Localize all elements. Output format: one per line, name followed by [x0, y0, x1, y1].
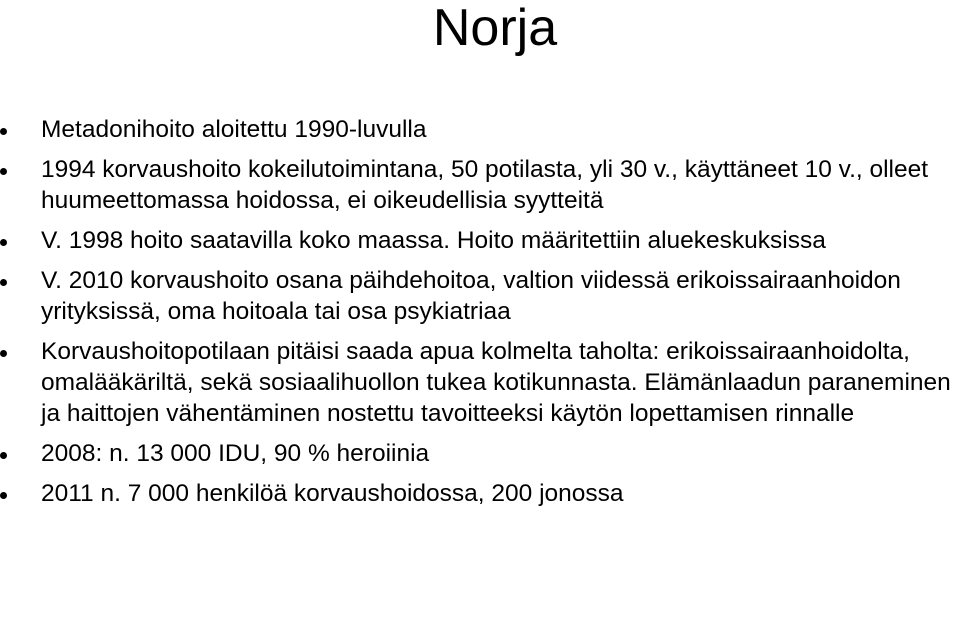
- bullet-item: [0, 478, 960, 509]
- bullet-text: 1994 korvaushoito kokeilutoimintana, 50 potilasta, yli 30 v., käyttäneet 10 v., olleet huumeettomassa hoidossa, ei oikeudellisia syytteitä: [41, 156, 929, 214]
- bullet-text: 2008: n. 13 000 IDU, 90 % heroiinia: [41, 440, 430, 467]
- bullet-dot-icon: [0, 239, 7, 246]
- bullet-list: [0, 114, 960, 509]
- bullet-text: Korvaushoitopotilaan pitäisi saada apua kolmelta taholta: erikoissairaanhoidolta, omalääkäriltä, sekä sosiaalihuollon tukea kotikunnasta. Elämänlaadun paraneminen ja haittojen vähentäminen nostettu tavoitteeksi käytön lopettamisen rinnalle: [41, 338, 951, 427]
- bullet-item: [0, 225, 960, 256]
- bullet-item: [0, 265, 960, 327]
- bullet-item: [0, 114, 960, 145]
- bullet-dot-icon: [0, 279, 7, 286]
- bullet-item: [0, 154, 960, 216]
- bullet-item: [0, 438, 960, 469]
- bullet-item: [0, 336, 960, 429]
- bullet-text: V. 2010 korvaushoito osana päihdehoitoa, valtion viidessä erikoissairaanhoidon yrityksissä, oma hoitoala tai osa psykiatriaa: [41, 267, 901, 325]
- bullet-dot-icon: [0, 350, 7, 357]
- bullet-dot-icon: [0, 168, 7, 175]
- bullet-text: V. 1998 hoito saatavilla koko maassa. Hoito määritettiin aluekeskuksissa: [41, 227, 826, 254]
- bullet-dot-icon: [0, 492, 7, 499]
- bullet-dot-icon: [0, 452, 7, 459]
- bullet-dot-icon: [0, 128, 7, 135]
- bullet-text: Metadonihoito aloitettu 1990-luvulla: [41, 116, 427, 143]
- bullet-text: 2011 n. 7 000 henkilöä korvaushoidossa, 200 jonossa: [41, 480, 624, 507]
- slide-title: Norja: [432, 0, 558, 57]
